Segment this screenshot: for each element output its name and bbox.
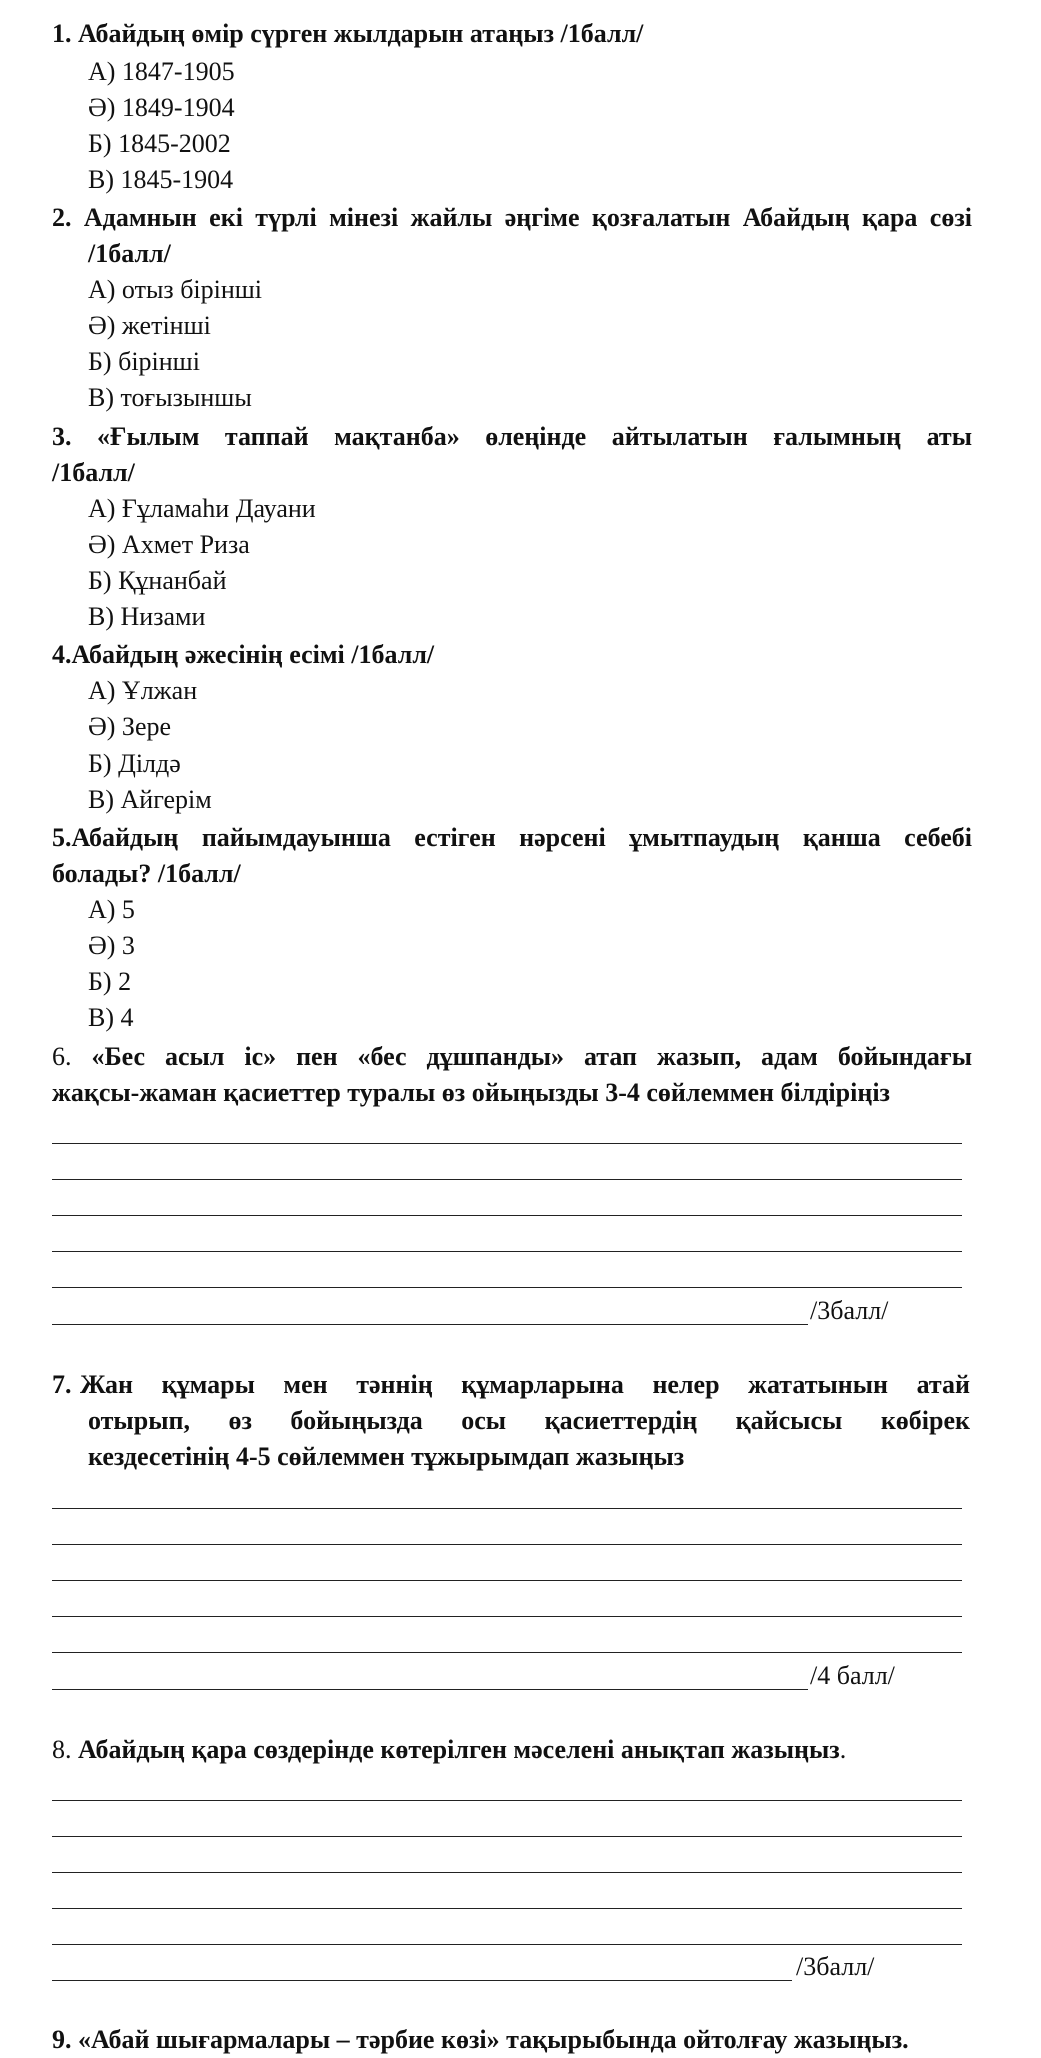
question-3-number: 3. — [52, 422, 72, 451]
question-2-number: 2. — [52, 203, 72, 232]
question-6 — [52, 1039, 972, 1075]
question-9-text: «Абай шығармалары – тәрбие көзі» тақырыбында ойтолғау жазыңыз. — [78, 2025, 909, 2054]
question-1-option-v: В) 1845-1904 — [88, 165, 234, 194]
answer-line[interactable] — [52, 1689, 808, 1690]
question-5-number: 5. — [52, 823, 72, 852]
question-5-option-a: А) 5 — [88, 895, 135, 924]
answer-line[interactable] — [52, 1508, 962, 1509]
question-4-option-b: Б) Ділдә — [88, 749, 181, 778]
question-1-text: Абайдың өмір сүрген жылдарын атаңыз /1балл/ — [78, 19, 644, 48]
question-3-option-b: Б) Құнанбай — [88, 566, 227, 595]
question-7-text-line-3: кездесетінің 4-5 сөйлеммен тұжырымдап жазыңыз — [88, 1442, 685, 1471]
answer-line[interactable] — [52, 1652, 962, 1653]
question-2-text-line-1: Адамнын екі түрлі мінезі жайлы әңгіме қозғалатын Абайдың қара сөзі — [83, 203, 972, 232]
question-8-period: . — [839, 1735, 847, 1764]
question-4 — [52, 637, 972, 673]
answer-line[interactable] — [52, 1580, 962, 1581]
question-3-text-line-2: /1балл/ — [52, 458, 135, 487]
question-1-option-ae: Ә) 1849-1904 — [88, 93, 235, 122]
question-4-text: Абайдың әжесінің есімі /1балл/ — [71, 640, 435, 669]
question-4-option-ae: Ә) Зере — [88, 712, 172, 741]
question-1-option-b: Б) 1845-2002 — [88, 129, 231, 158]
question-8-number: 8. — [52, 1735, 72, 1764]
question-2-option-v: В) тоғызыншы — [88, 383, 252, 412]
question-8 — [52, 1732, 972, 1768]
answer-line[interactable] — [52, 1908, 962, 1909]
answer-line[interactable] — [52, 1800, 962, 1801]
question-6-score: /3балл/ — [810, 1296, 889, 1325]
question-7-text-line-1: Жан құмары мен тәннің құмарларына нелер жататынын атай — [80, 1370, 970, 1399]
question-1-number: 1. — [52, 19, 72, 48]
question-6-text-line-2: жақсы-жаман қасиеттер туралы өз ойыңызды 3-4 сөйлеммен білдіріңіз — [52, 1078, 890, 1107]
question-6-number: 6. — [52, 1042, 72, 1071]
question-2-option-a: А) отыз бірінші — [88, 275, 263, 304]
question-9 — [52, 2022, 1012, 2058]
question-5-option-b: Б) 2 — [88, 967, 132, 996]
question-3 — [52, 419, 972, 455]
answer-line[interactable] — [52, 1980, 792, 1981]
question-2 — [52, 200, 972, 236]
question-3-option-a: А) Ғұламаһи Дауани — [88, 494, 316, 523]
question-4-option-a: А) Ұлжан — [88, 676, 198, 705]
answer-line[interactable] — [52, 1544, 962, 1545]
answer-line[interactable] — [52, 1836, 962, 1837]
answer-line[interactable] — [52, 1143, 962, 1144]
question-5-option-ae: Ә) 3 — [88, 931, 135, 960]
question-7-number: 7. — [52, 1370, 72, 1399]
question-3-option-ae: Ә) Ахмет Риза — [88, 530, 250, 559]
question-2-text-line-2: /1балл/ — [88, 239, 171, 268]
question-7-score: /4 балл/ — [810, 1661, 895, 1690]
question-5-option-v: В) 4 — [88, 1003, 134, 1032]
question-1 — [52, 16, 972, 52]
question-5-text-line-2: болады? /1балл/ — [52, 859, 241, 888]
answer-line[interactable] — [52, 1616, 962, 1617]
answer-line[interactable] — [52, 1179, 962, 1180]
question-3-text-line-1: «Ғылым таппай мақтанба» өлеңінде айтылатын ғалымның аты — [97, 422, 972, 451]
question-5 — [52, 820, 972, 856]
answer-line[interactable] — [52, 1215, 962, 1216]
question-9-number: 9. — [52, 2025, 72, 2054]
answer-line[interactable] — [52, 1944, 962, 1945]
question-5-text-line-1: Абайдың пайымдауынша естіген нәрсені ұмытпаудың қанша себебі — [71, 823, 972, 852]
question-1-option-a: А) 1847-1905 — [88, 57, 235, 86]
answer-line[interactable] — [52, 1251, 962, 1252]
question-7-text-line-2: отырып, өз бойыңызда осы қасиеттердің қайсысы көбірек — [88, 1406, 970, 1435]
question-4-option-v: В) Айгерім — [88, 785, 212, 814]
answer-line[interactable] — [52, 1287, 962, 1288]
question-8-score: /3балл/ — [796, 1952, 875, 1981]
answer-line[interactable] — [52, 1324, 808, 1325]
question-2-option-b: Б) бірінші — [88, 347, 200, 376]
question-3-option-v: В) Низами — [88, 602, 206, 631]
question-2-option-ae: Ә) жетінші — [88, 311, 211, 340]
answer-line[interactable] — [52, 1872, 962, 1873]
question-6-text-line-1: «Бес асыл іс» пен «бес дұшпанды» атап жазып, адам бойындағы — [91, 1042, 972, 1071]
question-8-text: Абайдың қара сөздерінде көтерілген мәселені анықтап жазыңыз — [78, 1735, 840, 1764]
question-4-number: 4. — [52, 640, 72, 669]
